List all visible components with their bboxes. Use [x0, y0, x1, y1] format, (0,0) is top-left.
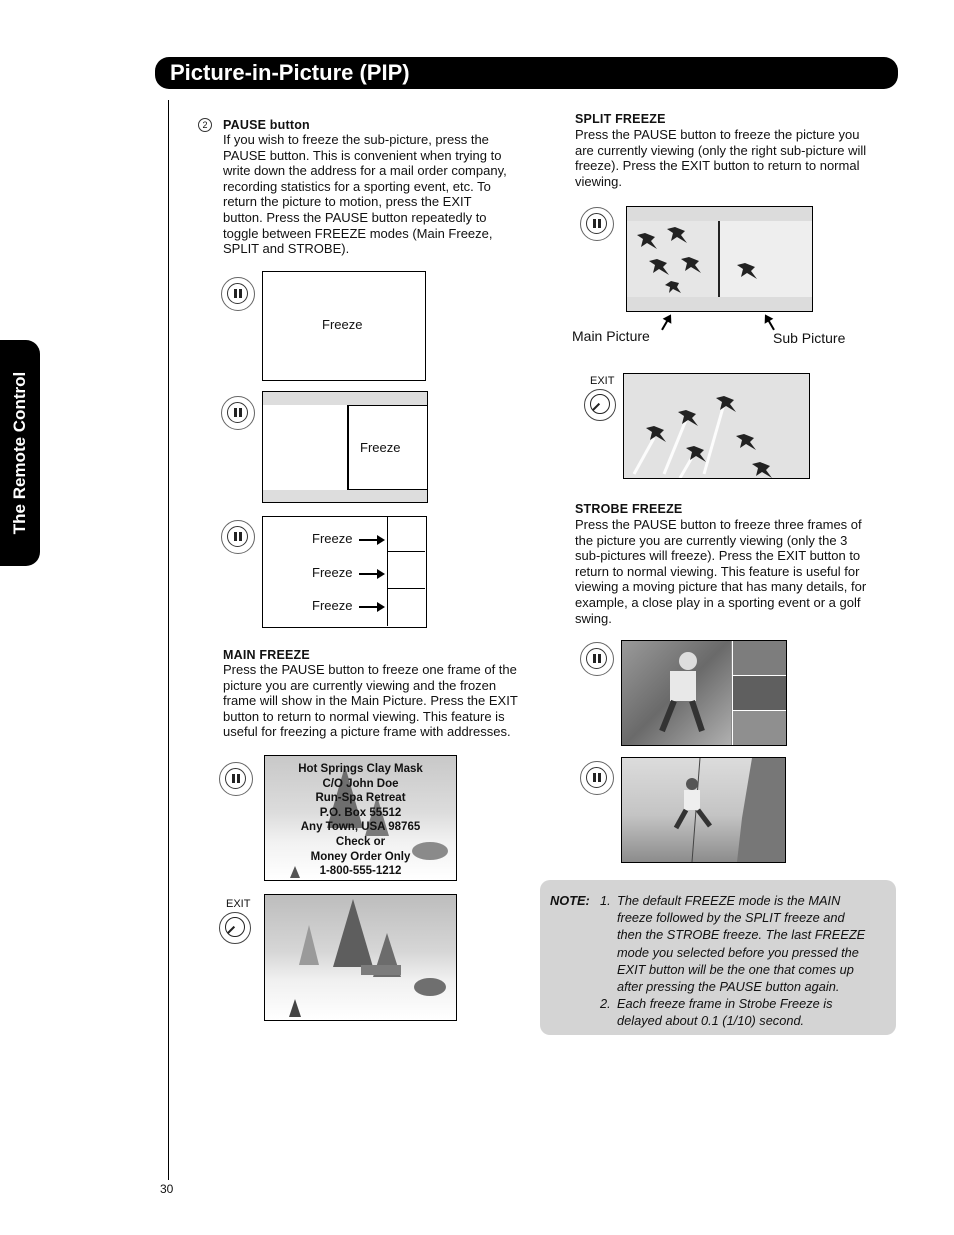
address-line: C/O John Doe [322, 777, 399, 790]
address-line: Check or [335, 835, 386, 848]
climber-strobe-photo [621, 640, 787, 746]
main-freeze-heading: MAIN FREEZE [223, 648, 310, 662]
page-title: Picture-in-Picture (PIP) [170, 60, 410, 85]
note-item-number: 2. [600, 996, 611, 1011]
freeze-label: Freeze [312, 598, 353, 613]
arrow-right-icon [359, 573, 383, 575]
page-number: 30 [160, 1182, 174, 1196]
climber-photo [621, 757, 786, 863]
pause-paragraph: If you wish to freeze the sub-picture, press the PAUSE button. This is convenient when trying to write down the address for a mail order company, recording statistics for a sporting event, etc. To return the picture to motion, press the EXIT button. Press the PAUSE button repeatedly to toggle between FREEZE modes (Main Freeze, SPLIT and STROBE). [223, 132, 507, 257]
pause-button-icon [221, 277, 255, 311]
address-line: Run-Spa Retreat [315, 792, 406, 805]
pause-button-icon [580, 207, 614, 241]
jets-photo [623, 373, 810, 479]
note-item-text: The default FREEZE mode is the MAIN freeze followed by the SPLIT freeze and then the STROBE freeze. The last FREEZE mode you selected before you pressed the EXIT button will be the one that comes up after pressing the PAUSE button again. [617, 893, 866, 995]
arrow-right-icon [359, 606, 383, 608]
pause-button-icon [580, 642, 614, 676]
address-line: Hot Springs Clay Mask [298, 763, 423, 775]
split-freeze-paragraph: Press the PAUSE button to freeze the picture you are currently viewing (only the right sub-picture will freeze). Press the EXIT button to return to normal viewing. [575, 127, 867, 189]
side-tab-label: The Remote Control [10, 371, 29, 535]
jets-split-photo [626, 206, 813, 312]
address-line: Money Order Only [310, 850, 411, 863]
freeze-label: Freeze [312, 531, 353, 546]
address-line: Any Town, USA 98765 [300, 821, 421, 834]
freeze-label: Freeze [322, 317, 363, 332]
sub-picture-label: Sub Picture [773, 330, 846, 346]
exit-label: EXIT [590, 375, 615, 387]
main-freeze-paragraph: Press the PAUSE button to freeze one frame of the picture you are currently viewing and the frozen frame will show in the Main Picture. Press the EXIT button to return to normal viewing. This feature is useful for freezing a picture frame with addresses. [223, 662, 518, 740]
address-line: 1-800-555-1212 [319, 865, 402, 878]
main-picture-label: Main Picture [572, 328, 650, 344]
snow-scene-photo [264, 894, 457, 1021]
address-line: P.O. Box 55512 [319, 806, 402, 819]
arrow-icon [661, 316, 671, 331]
exit-button-icon [219, 912, 251, 944]
note-item-text: Each freeze frame in Strobe Freeze is delayed about 0.1 (1/10) second. [617, 996, 833, 1029]
exit-label: EXIT [226, 898, 251, 910]
pause-button-icon [221, 396, 255, 430]
freeze-label: Freeze [312, 565, 353, 580]
pause-heading: PAUSE button [223, 118, 310, 132]
note-item-number: 1. [600, 893, 611, 908]
split-freeze-heading: SPLIT FREEZE [575, 112, 666, 126]
strobe-freeze-paragraph: Press the PAUSE button to freeze three frames of the picture you are currently viewing (only the 3 sub-pictures will freeze). Press the EXIT button to return to normal viewing. This feature is useful for viewing a moving picture that has many details, for example, a close play in a sporting event or a golf swing. [575, 517, 867, 626]
arrow-icon [765, 316, 775, 331]
freeze-label: Freeze [360, 440, 401, 455]
pause-button-icon [580, 761, 614, 795]
pause-button-icon [219, 762, 253, 796]
strobe-freeze-heading: STROBE FREEZE [575, 502, 683, 516]
item-number-badge: 2 [198, 118, 212, 132]
exit-button-icon [584, 389, 616, 421]
arrow-right-icon [359, 539, 383, 541]
snow-scene-photo-with-address [264, 755, 457, 881]
margin-rule [168, 100, 169, 1180]
pause-button-icon [221, 520, 255, 554]
note-label: NOTE: [550, 893, 590, 908]
